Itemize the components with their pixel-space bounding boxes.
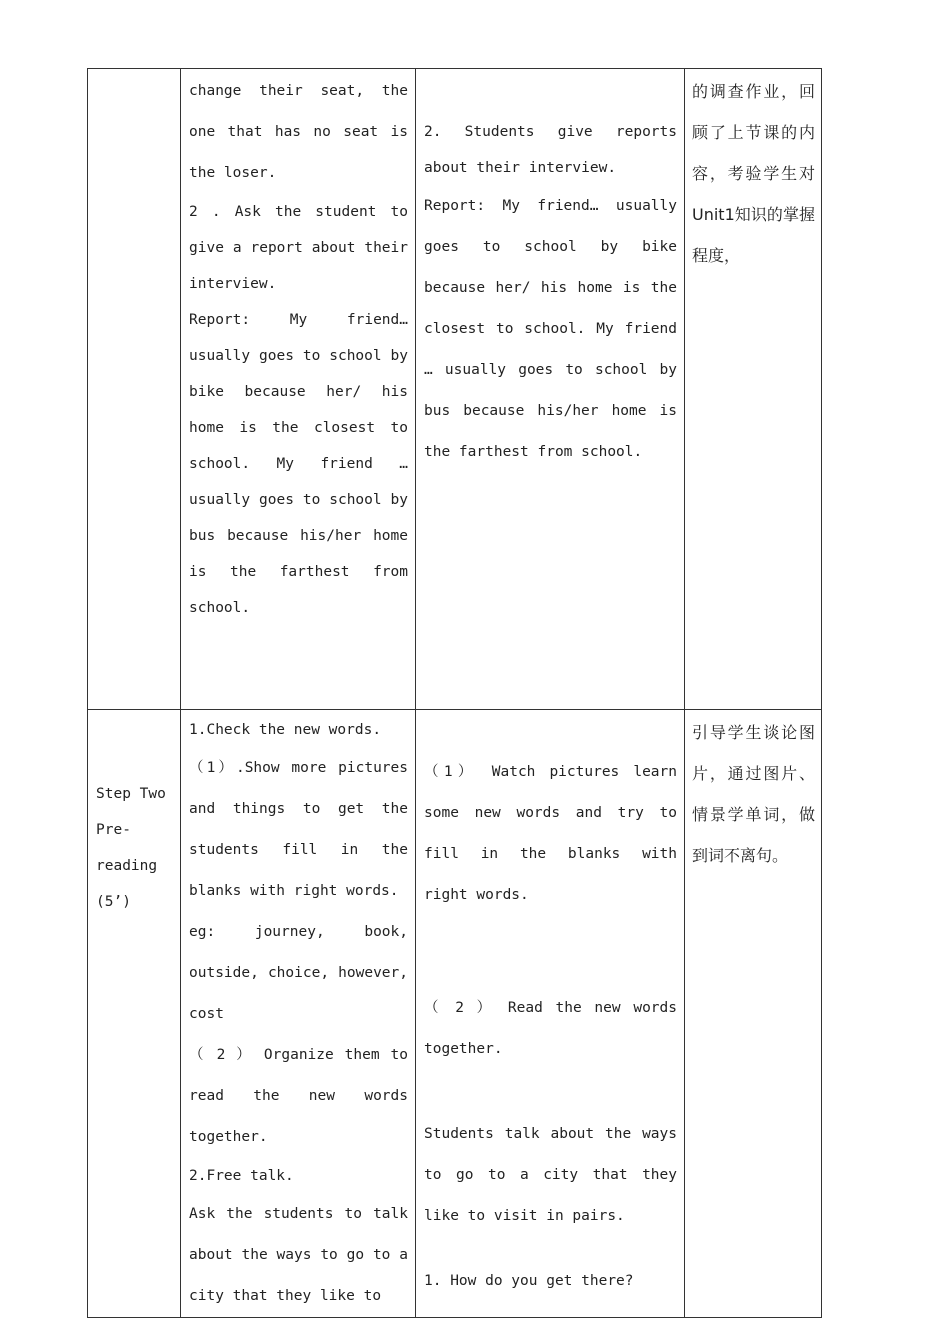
purpose-text: 的调查作业，回顾了上节课的内容，考验学生对Unit1知识的掌握程度， [692,82,815,265]
teacher-text: Ask the students to talk about the ways to go to a city that they like to [189,1206,408,1304]
student-text: Students talk about the ways to go to a city that they like to visit in pairs. [424,1126,677,1224]
student-activity-cell [416,710,685,1318]
purpose-cell [685,69,822,710]
step-title: Pre- [96,822,131,838]
teacher-text: （1）.Show more pictures and things to get the students fill in the blanks with right words. [189,760,408,899]
student-activity-cell [416,69,685,710]
teacher-text: 2.Free talk. [189,1168,294,1184]
teacher-text: change their seat, the one that has no seat is the loser. [189,83,408,181]
table-row [88,69,822,710]
teacher-text: Report: My friend… usually goes to school by bike because her/ his home is the closest to school. My friend … usually goes to school by bus because his/her home is the farthest from school. [189,312,408,616]
step-title: reading [96,858,158,874]
teacher-activity-cell [181,710,416,1318]
purpose-cell [685,710,822,1318]
teacher-activity-cell [181,69,416,710]
step-cell [88,710,181,1318]
teacher-text: eg: journey, book, outside, choice, however, cost [189,924,408,1022]
step-title: Step Two [96,786,166,802]
student-text: （1） Watch pictures learn some new words and try to fill in the blanks with right words. [424,764,677,903]
student-text: Report: My friend… usually goes to school by bike because her/ his home is the closest to school. My friend … usually goes to school by bus because his/her home is the farthest from school. [424,198,677,460]
teacher-text: 2 . Ask the student to give a report about their interview. [189,204,408,292]
purpose-text: 引导学生谈论图片，通过图片、情景学单词，做到词不离句。 [692,723,815,865]
student-text: 2. Students give reports about their interview. [424,124,677,176]
teacher-text: 1.Check the new words. [189,722,382,738]
student-text: （ 2 ） Read the new words together. [424,1000,677,1057]
step-time: (5’) [96,894,131,910]
teacher-text: （ 2 ） Organize them to read the new words together. [189,1047,408,1145]
student-text: 1. How do you get there? [424,1273,634,1289]
step-cell-empty [88,69,181,710]
table-row [88,710,822,1318]
lesson-plan-table [87,68,822,1318]
